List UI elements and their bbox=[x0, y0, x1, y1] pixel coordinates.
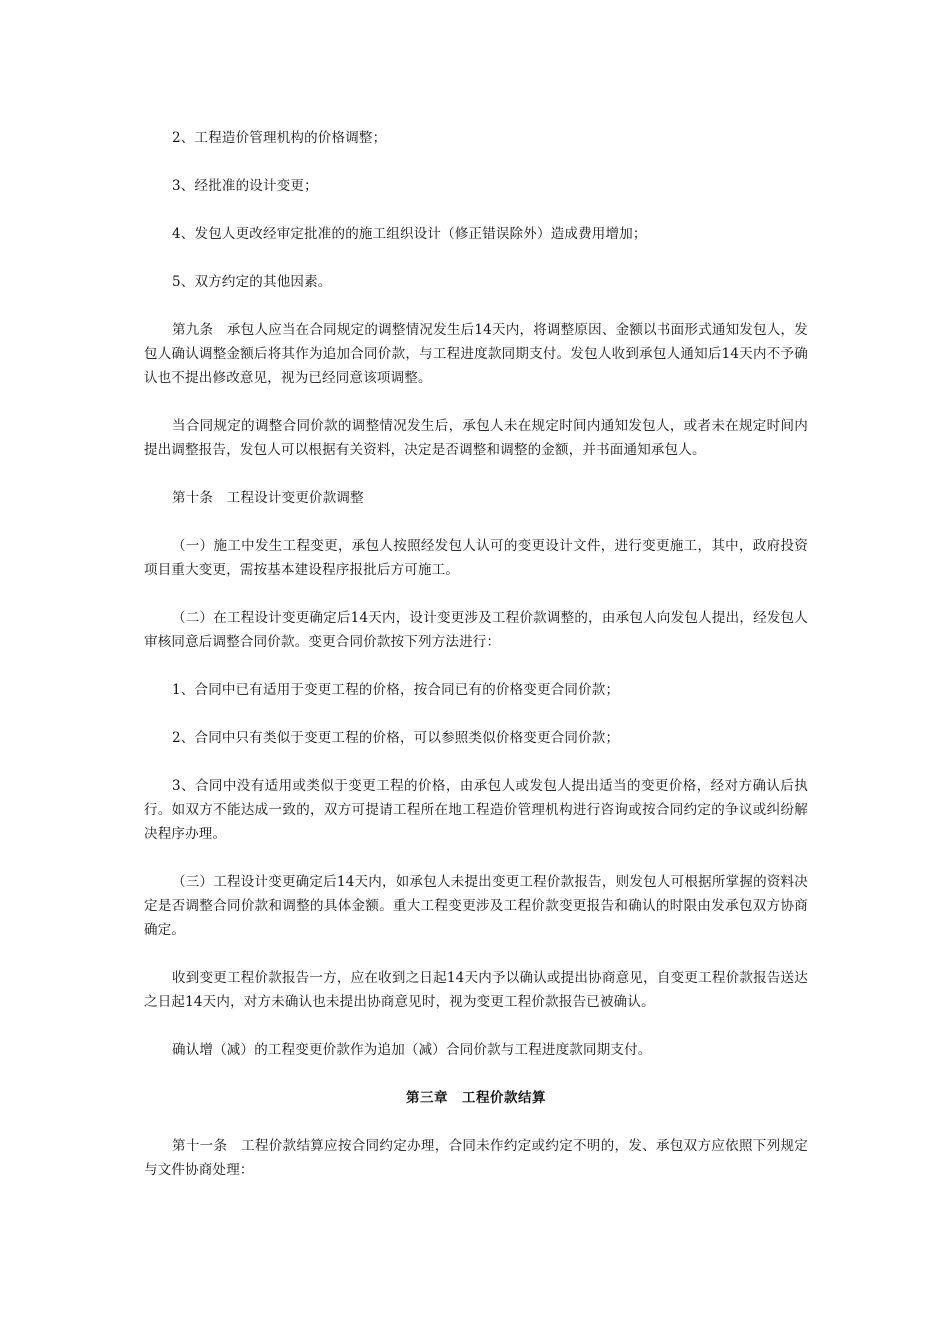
chapter-heading: 第三章 工程价款结算 bbox=[406, 1090, 546, 1106]
list-item-construction-plan-change: 4、发包人更改经审定批准的的施工组织设计（修正错误除外）造成费用增加； bbox=[172, 226, 647, 242]
article-10-payment: 确认增（减）的工程变更价款作为追加（减）合同价款与工程进度款同期支付。 bbox=[172, 1042, 652, 1058]
document-page bbox=[144, 112, 808, 1206]
article-10-heading: 第十条 工程设计变更价款调整 bbox=[172, 490, 364, 506]
method-item-2: 2、合同中只有类似于变更工程的价格，可以参照类似价格变更合同价款； bbox=[172, 730, 620, 746]
article-10-confirmation: 收到变更工程价款报告一方，应在收到之日起14天内予以确认或提出协商意见，自变更工程价款报告送达之日起14天内，对方未确认也未提出协商意见时，视为变更工程价款报告已被确认。 bbox=[144, 970, 808, 1010]
article-9-paragraph-2: 当合同规定的调整合同价款的调整情况发生后，承包人未在规定时间内通知发包人，或者未在规定时间内提出调整报告，发包人可以根据有关资料，决定是否调整和调整的金额，并书面通知承包人。 bbox=[144, 418, 808, 458]
list-item-other-factors: 5、双方约定的其他因素。 bbox=[172, 274, 332, 290]
method-item-1: 1、合同中已有适用于变更工程的价格，按合同已有的价格变更合同价款； bbox=[172, 682, 620, 698]
article-10-clause-3: （三）工程设计变更确定后14天内，如承包人未提出变更工程价款报告，则发包人可根据所掌握的资料决定是否调整合同价款和调整的具体金额。重大工程变更涉及工程价款变更报告和确认的时限由发承包双方协商确定。 bbox=[144, 874, 808, 938]
article-10-clause-2: （二）在工程设计变更确定后14天内，设计变更涉及工程价款调整的，由承包人向发包人提出，经发包人审核同意后调整合同价款。变更合同价款按下列方法进行： bbox=[144, 610, 808, 650]
list-item-price-adjustment: 2、工程造价管理机构的价格调整； bbox=[172, 130, 387, 146]
method-item-3: 3、合同中没有适用或类似于变更工程的价格，由承包人或发包人提出适当的变更价格，经对方确认后执行。如双方不能达成一致的，双方可提请工程所在地工程造价管理机构进行咨询或按合同约定的争议或纠纷解决程序办理。 bbox=[144, 778, 808, 842]
article-11: 第十一条 工程价款结算应按合同约定办理，合同未作约定或约定不明的，发、承包双方应依照下列规定与文件协商处理： bbox=[144, 1138, 808, 1178]
article-10-clause-1: （一）施工中发生工程变更，承包人按照经发包人认可的变更设计文件，进行变更施工，其中，政府投资项目重大变更，需按基本建设程序报批后方可施工。 bbox=[144, 538, 808, 578]
list-item-approved-design-change: 3、经批准的设计变更； bbox=[172, 178, 318, 194]
article-9: 第九条 承包人应当在合同规定的调整情况发生后14天内，将调整原因、金额以书面形式通知发包人，发包人确认调整金额后将其作为追加合同价款，与工程进度款同期支付。发包人收到承包人通知后14天内不予确认也不提出修改意见，视为已经同意该项调整。 bbox=[144, 322, 808, 386]
